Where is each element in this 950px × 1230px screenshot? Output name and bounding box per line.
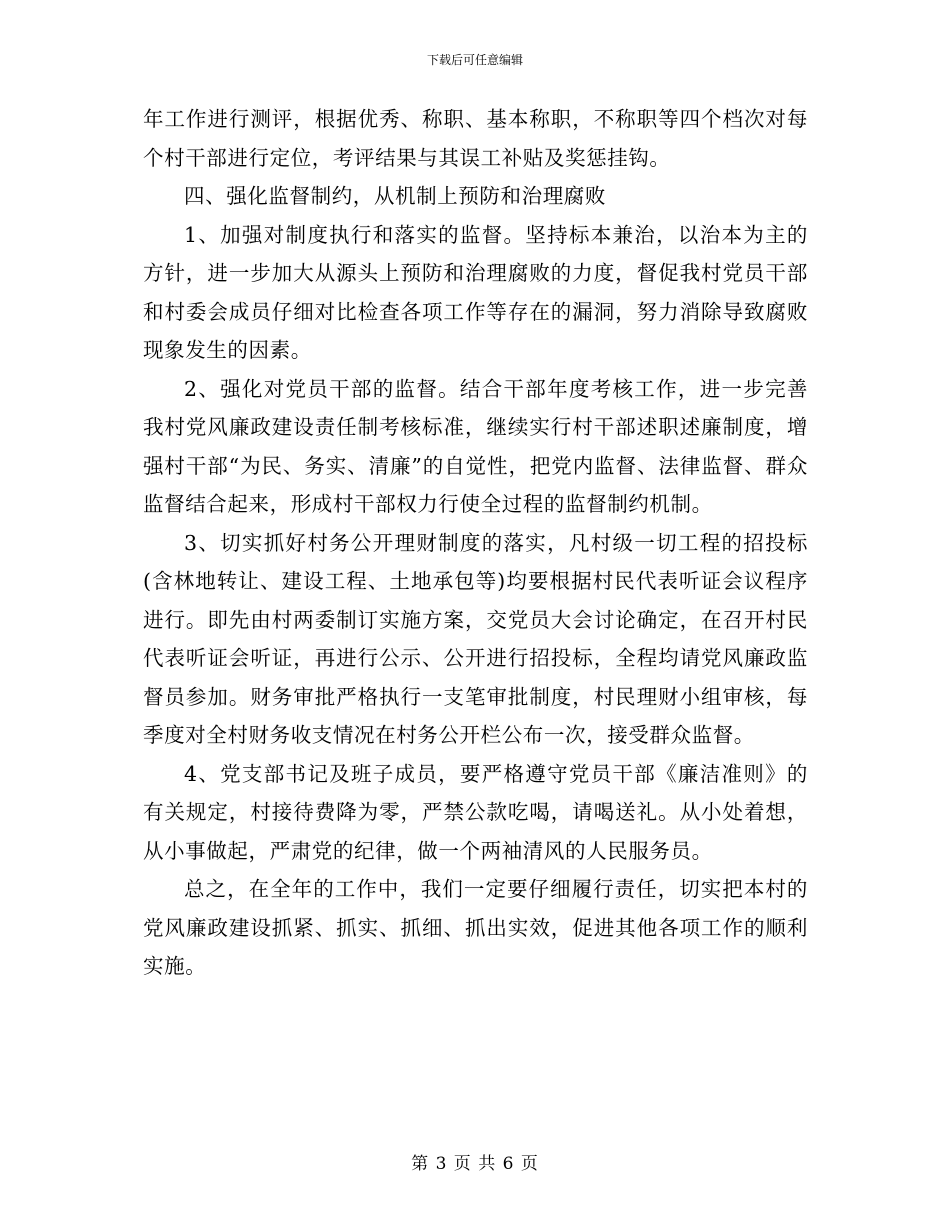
paragraph-continuation: 年工作进行测评，根据优秀、称职、基本称职，不称职等四个档次对每个村干部进行定位，考评结果与其误工补贴及奖惩挂钩。	[143, 107, 808, 170]
page-number-footer: 第 3 页 共 6 页	[411, 1154, 539, 1174]
section-heading: 四、强化监督制约，从机制上预防和治理腐败	[184, 184, 606, 208]
paragraph-item-3: 3、切实抓好村务公开理财制度的落实，凡村级一切工程的招投标(含林地转让、建设工程、土地承包等)均要根据村民代表听证会议程序进行。即先由村两委制订实施方案，交党员大会讨论确定，在召开村民代表听证会听证，再进行公示、公开进行招投标，全程均请党风廉政监督员参加。财务审批严格执行一支笔审批制度，村民理财小组审核，每季度对全村财务收支情况在村务公开栏公布一次，接受群众监督。	[143, 530, 808, 747]
paragraph-item-1: 1、加强对制度执行和落实的监督。坚持标本兼治，以治本为主的方针，进一步加大从源头上预防和治理腐败的力度，督促我村党员干部和村委会成员仔细对比检查各项工作等存在的漏洞，努力消除导致腐败现象发生的因素。	[143, 222, 808, 362]
paragraph-item-2: 2、强化对党员干部的监督。结合干部年度考核工作，进一步完善我村党风廉政建设责任制考核标准，继续实行村干部述职述廉制度，增强村干部“为民、务实、清廉”的自觉性，把党内监督、法律监督、群众监督结合起来，形成村干部权力行使全过程的监督制约机制。	[143, 376, 808, 516]
page-header: 下载后可任意编辑	[426, 53, 523, 67]
document-body	[143, 100, 808, 986]
paragraph-item-4: 4、党支部书记及班子成员，要严格遵守党员干部《廉洁准则》的有关规定，村接待费降为零，严禁公款吃喝，请喝送礼。从小处着想，从小事做起，严肃党的纪律，做一个两袖清风的人民服务员。	[143, 761, 808, 863]
paragraph-conclusion: 总之，在全年的工作中，我们一定要仔细履行责任，切实把本村的党风廉政建设抓紧、抓实、抓细、抓出实效，促进其他各项工作的顺利实施。	[143, 877, 808, 978]
